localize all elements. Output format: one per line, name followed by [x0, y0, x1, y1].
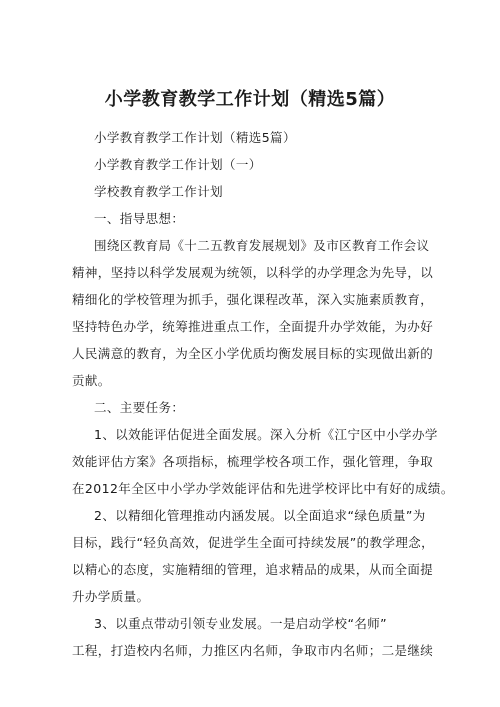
paragraph-line: 升办学质量。	[72, 589, 150, 604]
document-title: 小学教育教学工作计划（精选5篇）	[104, 89, 396, 110]
section-heading-tasks: 二、主要任务：	[94, 400, 185, 415]
paragraph-line: 坚持特色办学，统筹推进重点工作，全面提升办学效能，为办好	[72, 319, 434, 334]
paragraph-line: 在2012年全区中小学办学效能评估和先进学校评比中有好的成绩。	[72, 481, 454, 496]
paragraph-line: 人民满意的教育，为全区小学优质均衡发展目标的实现做出新的	[72, 346, 434, 361]
section-heading: 小学教育教学工作计划（一）	[94, 157, 262, 172]
paragraph-line: 1、以效能评估促进全面发展。深入分析《江宁区中小学办学	[94, 427, 438, 442]
paragraph-line: 精细化的学校管理为抓手，强化课程改革，深入实施素质教育，	[72, 292, 434, 307]
paragraph-line: 3、以重点带动引领专业发展。一是启动学校“名师”	[94, 616, 388, 631]
paragraph-line: 效能评估方案》各项指标，梳理学校各项工作，强化管理，争取	[72, 454, 434, 469]
section-heading-guiding: 一、指导思想：	[94, 211, 185, 226]
paragraph-line: 贡献。	[72, 373, 111, 388]
paragraph-line: 围绕区教育局《十二五教育发展规划》及市区教育工作会议	[94, 238, 430, 253]
paragraph-line: 2、以精细化管理推动内涵发展。以全面追求“绿色质量”为	[94, 508, 426, 523]
paragraph-line: 以精心的态度，实施精细的管理，追求精品的成果，从而全面提	[72, 562, 434, 577]
paragraph-line: 精神，坚持以科学发展观为统领，以科学的办学理念为先导，以	[72, 265, 434, 280]
paragraph-line: 工程，打造校内名师，力推区内名师，争取市内名师；二是继续	[72, 643, 434, 658]
subtitle-line: 小学教育教学工作计划（精选5篇）	[94, 130, 296, 145]
paragraph-line: 目标，践行“轻负高效，促进学生全面可持续发展”的教学理念，	[72, 535, 435, 550]
plan-heading: 学校教育教学工作计划	[94, 184, 224, 199]
